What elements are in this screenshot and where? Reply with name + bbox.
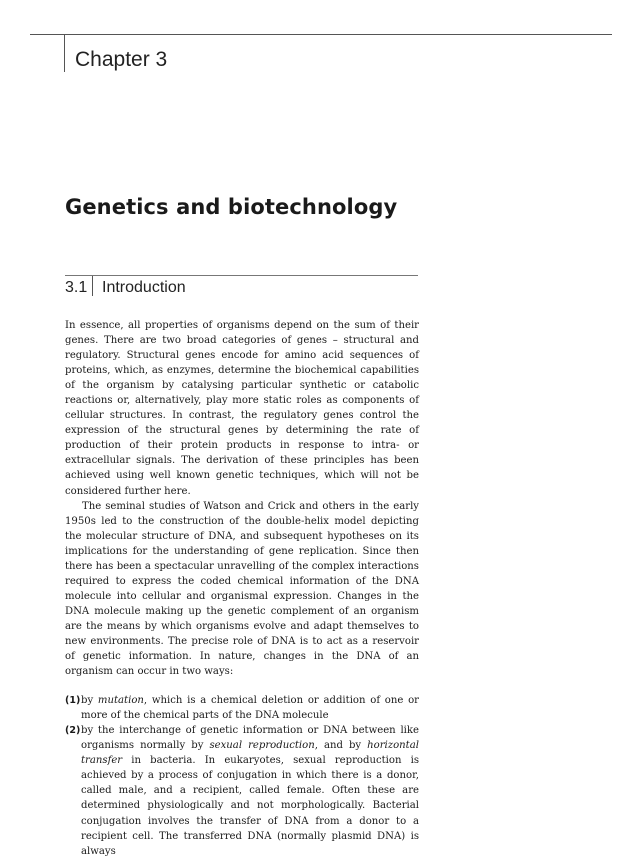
chapter-label: Chapter 3 [75,48,168,71]
paragraph: The seminal studies of Watson and Crick and others in the early 1950s led to the construction of the double-helix model depicting the molecular structure of DNA, and subsequent hypotheses on its implications for the understanding of gene replication. Since then there has been a spectacular unravelling of the complex interactions required to express the coded chemical information of the DNA molecule into cellular and organismal expression. Changes in the DNA molecule making up the genetic complement of an organism are the means by which organisms evolve and adapt themselves to new environments. The precise role of DNA is to act as a reservoir of genetic information. In nature, changes in the DNA of an organism can occur in two ways: [65,500,419,678]
top-rule [30,34,612,35]
list-item-number: (1) [65,695,81,707]
list-item-number: (2) [65,725,81,737]
chapter-vertical-rule [64,34,65,72]
numbered-list [65,693,419,859]
paragraph: In essence, all properties of organisms depend on the sum of their genes. There are two broad categories of genes – structural and regulatory. Structural genes encode for amino acid sequences of proteins, which, as enzymes, determine the biochemical capabilities of the organism by catalysing particular synthetic or catabolic reactions or, alternatively, play more static roles as components of cellular structures. In contrast, the regulatory genes control the expression of the structural genes by determining the rate of production of their protein products in response to intra- or extracellular signals. The derivation of these principles has been achieved using well known genetic techniques, which will not be considered further here. [65,320,419,497]
list-item-term: mutation [97,695,144,707]
list-item-text: , which is a chemical deletion or addition of one or more of the chemical parts of the DNA molecule [81,695,419,722]
section-rule [65,275,418,276]
list-item-text: by [81,695,98,707]
section-title: Introduction [102,279,186,296]
list-item-text: in bacteria. In eukaryotes, sexual reproduction is achieved by a process of conjugation in which there is a donor, called male, and a recipient, called female. Often these are determined physiologically and not morphologically. Bacterial conjugation involves the transfer of DNA from a donor to a recipient cell. The transferred DNA (normally plasmid DNA) is always [81,755,419,857]
body-text [65,318,419,859]
list-item [65,693,419,723]
chapter-title: Genetics and biotechnology [65,195,398,219]
section-vertical-rule [92,276,93,296]
list-item-term: sexual reproduction [209,740,315,752]
list-item-term: horizontal transfer [81,740,419,767]
section-number: 3.1 [65,279,88,296]
list-item-text: by the interchange of genetic information or DNA between like organisms normally by [81,725,419,752]
list-item [65,723,419,858]
list-item-text: , and by [314,740,368,752]
